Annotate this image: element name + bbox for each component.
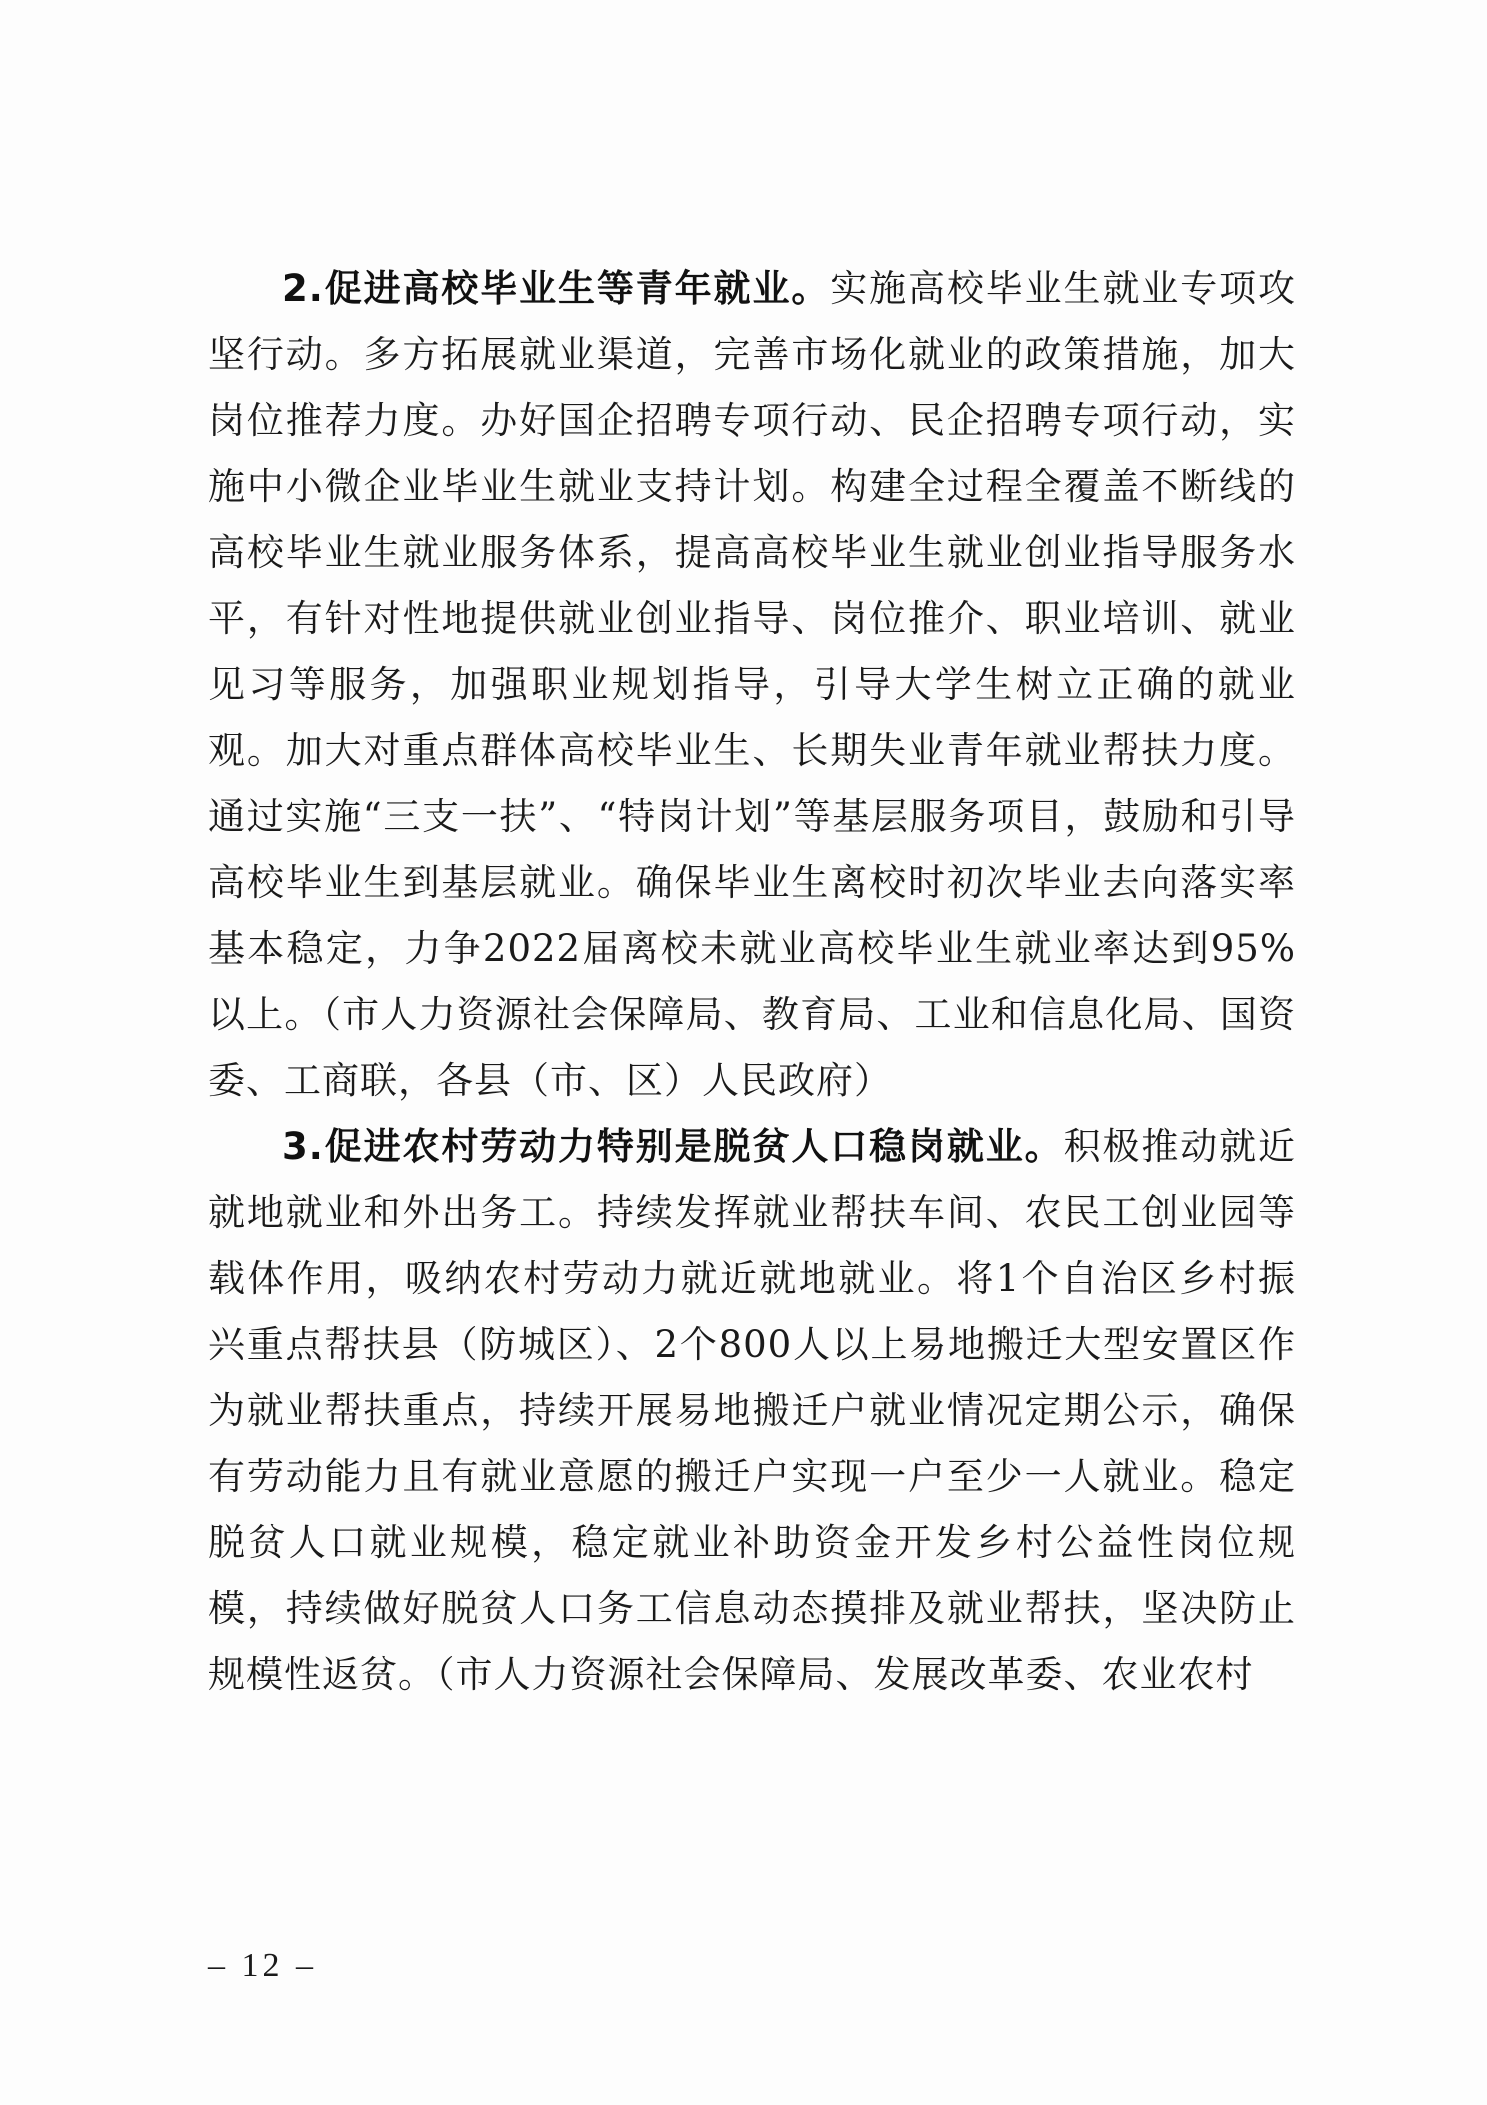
paragraph-heading: 2.促进高校毕业生等青年就业。 <box>282 267 831 310</box>
paragraph-graduate-employment <box>208 256 1296 1114</box>
paragraph-rural-labor-employment <box>208 1114 1296 1708</box>
document-body <box>208 256 1296 1708</box>
paragraph-text: 积极推动就近就地就业和外出务工。持续发挥就业帮扶车间、农民工创业园等载体作用，吸纳农村劳动力就近就地就业。将1个自治区乡村振兴重点帮扶县（防城区）、2个800人以上易地搬迁大型安置区作为就业帮扶重点，持续开展易地搬迁户就业情况定期公示，确保有劳动能力且有就业意愿的搬迁户实现一户至少一人就业。稳定脱贫人口就业规模，稳定就业补助资金开发乡村公益性岗位规模，持续做好脱贫人口务工信息动态摸排及就业帮扶，坚决防止规模性返贫。（市人力资源社会保障局、发展改革委、农业农村 <box>208 1125 1296 1696</box>
page-number: – 12 – <box>208 1947 317 1984</box>
paragraph-text: 实施高校毕业生就业专项攻坚行动。多方拓展就业渠道，完善市场化就业的政策措施，加大岗位推荐力度。办好国企招聘专项行动、民企招聘专项行动，实施中小微企业毕业生就业支持计划。构建全过程全覆盖不断线的高校毕业生就业服务体系，提高高校毕业生就业创业指导服务水平，有针对性地提供就业创业指导、岗位推介、职业培训、就业见习等服务，加强职业规划指导，引导大学生树立正确的就业观。加大对重点群体高校毕业生、长期失业青年就业帮扶力度。通过实施“三支一扶”、“特岗计划”等基层服务项目，鼓励和引导高校毕业生到基层就业。确保毕业生离校时初次毕业去向落实率基本稳定，力争2022届离校未就业高校毕业生就业率达到95%以上。（市人力资源社会保障局、教育局、工业和信息化局、国资委、工商联，各县（市、区）人民政府） <box>208 267 1296 1102</box>
paragraph-heading: 3.促进农村劳动力特别是脱贫人口稳岗就业。 <box>282 1125 1064 1168</box>
